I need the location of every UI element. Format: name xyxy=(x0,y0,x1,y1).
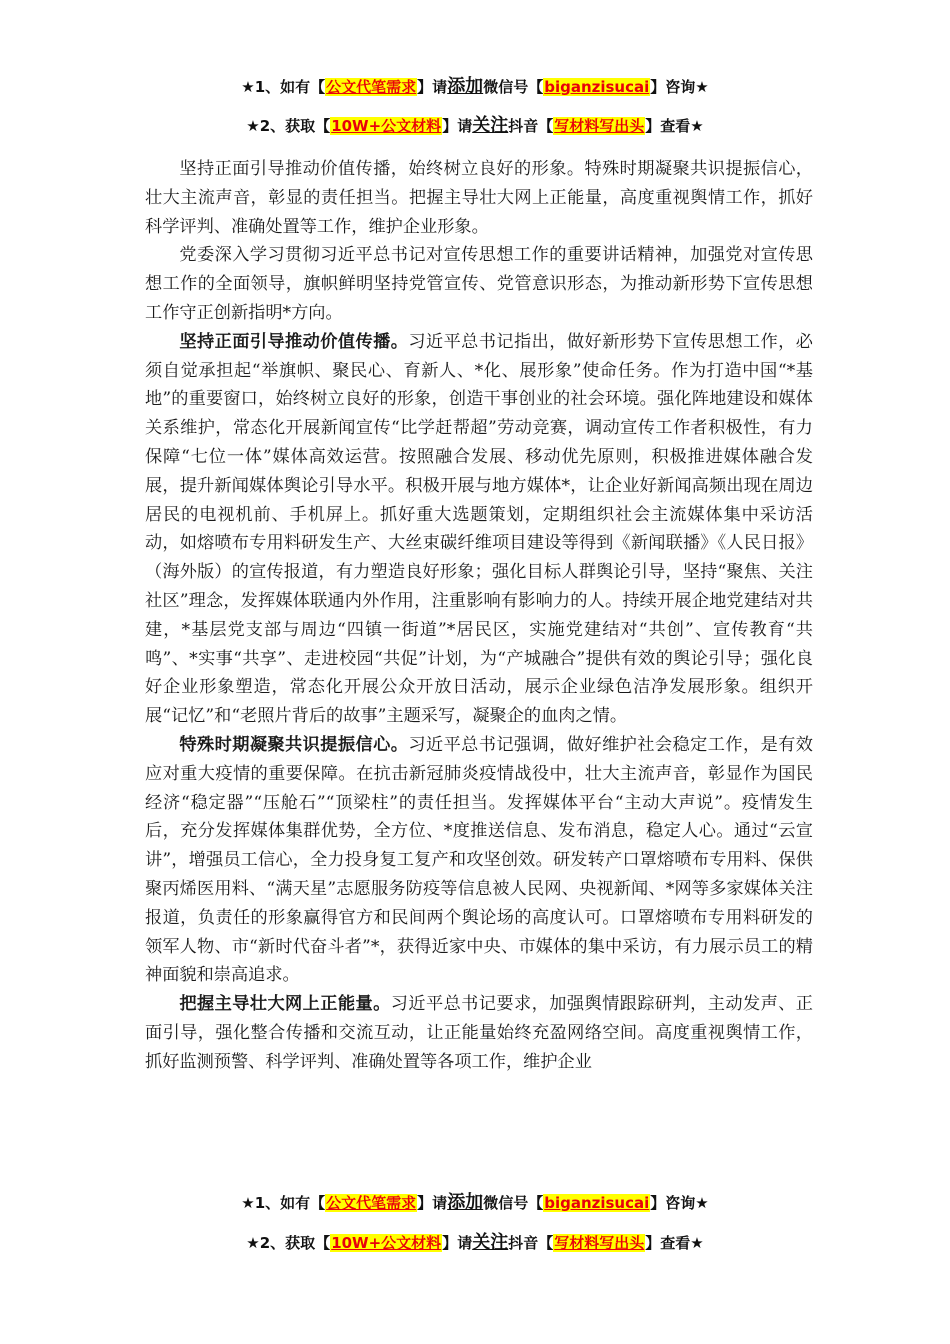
paragraph-online-energy xyxy=(145,990,813,1076)
paragraph-summary: 坚持正面引导推动价值传播，始终树立良好的形象。特殊时期凝聚共识提振信心，壮大主流声音，彰显的责任担当。把握主导壮大网上正能量，高度重视舆情工作，抓好科学评判、准确处置等工作，维护企业形象。 xyxy=(145,159,813,237)
header-line-2 xyxy=(0,111,950,137)
footer-line-2-mid: 】请 xyxy=(442,1234,473,1252)
add-emphasis: 添加 xyxy=(447,1192,484,1213)
paragraph-text: 习近平总书记强调，做好维护社会稳定工作，是有效应对重大疫情的重要保障。在抗击新冠肺炎疫情战役中，壮大主流声音，彰显作为国民经济“稳定器”“压舱石”“顶梁柱”的责任担当。发挥媒体平台“主动大声说”。疫情发生后，充分发挥媒体集群优势，全方位、*度推送信息、发布消息，稳定人心。通过“云宣讲”，增强员工信心，全力投身复工复产和攻坚创效。研发转产口罩熔喷布专用料、保供聚丙烯医用料、“满天星”志愿服务防疫等信息被人民网、央视新闻、*网等多家媒体关注报道，负责任的形象赢得官方和民间两个舆论场的高度认可。口罩熔喷布专用料研发的领军人物、市“新时代奋斗者”*，获得近家中央、市媒体的集中采访，有力展示员工的精神面貌和崇高追求。 xyxy=(145,734,813,986)
paragraph-positive-guidance xyxy=(145,328,813,731)
douyin-id-highlight: 写材料写出头 xyxy=(554,117,645,135)
footer-line-1-prefix: ★1、如有【 xyxy=(241,1194,326,1212)
header-line-1-suffix: 】咨询★ xyxy=(650,78,709,96)
follow-emphasis: 关注 xyxy=(472,115,509,136)
ghostwriting-highlight: 公文代笔需求 xyxy=(326,1194,417,1212)
footer-line-1 xyxy=(0,1188,950,1214)
materials-highlight: 10W+公文材料 xyxy=(331,117,442,135)
add-emphasis: 添加 xyxy=(447,76,484,97)
wechat-id-highlight: biganzisucai xyxy=(544,1194,650,1212)
header-line-1-prefix: ★1、如有【 xyxy=(241,78,326,96)
follow-emphasis: 关注 xyxy=(472,1232,509,1253)
footer-line-1-mid2: 微信号【 xyxy=(483,1194,544,1212)
section-heading: 特殊时期凝聚共识提振信心。 xyxy=(179,734,409,755)
header-line-2-mid: 】请 xyxy=(442,117,473,135)
document-body xyxy=(145,155,813,1077)
section-heading: 把握主导壮大网上正能量。 xyxy=(179,994,391,1015)
section-heading: 坚持正面引导推动价值传播。 xyxy=(179,331,409,352)
wechat-id-highlight: biganzisucai xyxy=(544,78,650,96)
footer-line-1-mid: 】请 xyxy=(417,1194,448,1212)
douyin-id-highlight: 写材料写出头 xyxy=(554,1234,645,1252)
paragraph-text: 习近平总书记指出，做好新形势下宣传思想工作，必须自觉承担起“举旗帜、聚民心、育新人、*化、展形象”使命任务。作为打造中国“*基地”的重要窗口，始终树立良好的形象，创造干事创业的社会环境。强化阵地建设和媒体关系维护，常态化开展新闻宣传“比学赶帮超”劳动竞赛，调动宣传工作者积极性，有力保障“七位一体”媒体高效运营。按照融合发展、移动优先原则，积极推进媒体融合发展，提升新闻媒体舆论引导水平。积极开展与地方媒体*，让企业好新闻高频出现在周边居民的电视机前、手机屏上。抓好重大选题策划，定期组织社会主流媒体集中采访活动，如熔喷布专用料研发生产、大丝束碳纤维项目建设等得到《新闻联播》《人民日报》（海外版）的宣传报道，有力塑造良好形象；强化目标人群舆论引导，坚持“聚焦、关注社区”理念，发挥媒体联通内外作用，注重影响有影响力的人。持续开展企地党建结对共建，*基层党支部与周边“四镇一街道”*居民区，实施党建结对“共创”、宣传教育“共鸣”、*实事“共享”、走进校园“共促”计划，为“产城融合”提供有效的舆论引导；强化良好企业形象塑造，常态化开展公众开放日活动，展示企业绿色洁净发展形象。组织开展“记忆”和“老照片背后的故事”主题采写，凝聚企的血肉之情。 xyxy=(145,331,813,727)
header-line-2-prefix: ★2、获取【 xyxy=(246,117,331,135)
paragraph-intro: 党委深入学习贯彻习近平总书记对宣传思想工作的重要讲话精神，加强党对宣传思想工作的全面领导，旗帜鲜明坚持党管宣传、党管意识形态，为推动新形势下宣传思想工作守正创新指明*方向。 xyxy=(145,245,813,323)
footer-line-2-prefix: ★2、获取【 xyxy=(246,1234,331,1252)
header-line-2-suffix: 】查看★ xyxy=(645,117,704,135)
header-line-1-mid2: 微信号【 xyxy=(483,78,544,96)
header-line-1 xyxy=(0,72,950,98)
ghostwriting-highlight: 公文代笔需求 xyxy=(326,78,417,96)
footer-line-1-suffix: 】咨询★ xyxy=(650,1194,709,1212)
footer-line-2-mid2: 抖音【 xyxy=(508,1234,554,1252)
paragraph-special-period xyxy=(145,731,813,990)
header-line-2-mid2: 抖音【 xyxy=(508,117,554,135)
footer-line-2-suffix: 】查看★ xyxy=(645,1234,704,1252)
header-line-1-mid: 】请 xyxy=(417,78,448,96)
materials-highlight: 10W+公文材料 xyxy=(331,1234,442,1252)
footer-line-2 xyxy=(0,1228,950,1254)
paragraph-text: 习近平总书记要求，加强舆情跟踪研判，主动发声、正面引导，强化整合传播和交流互动，让正能量始终充盈网络空间。高度重视舆情工作，抓好监测预警、科学评判、准确处置等各项工作，维护企业 xyxy=(145,994,813,1072)
